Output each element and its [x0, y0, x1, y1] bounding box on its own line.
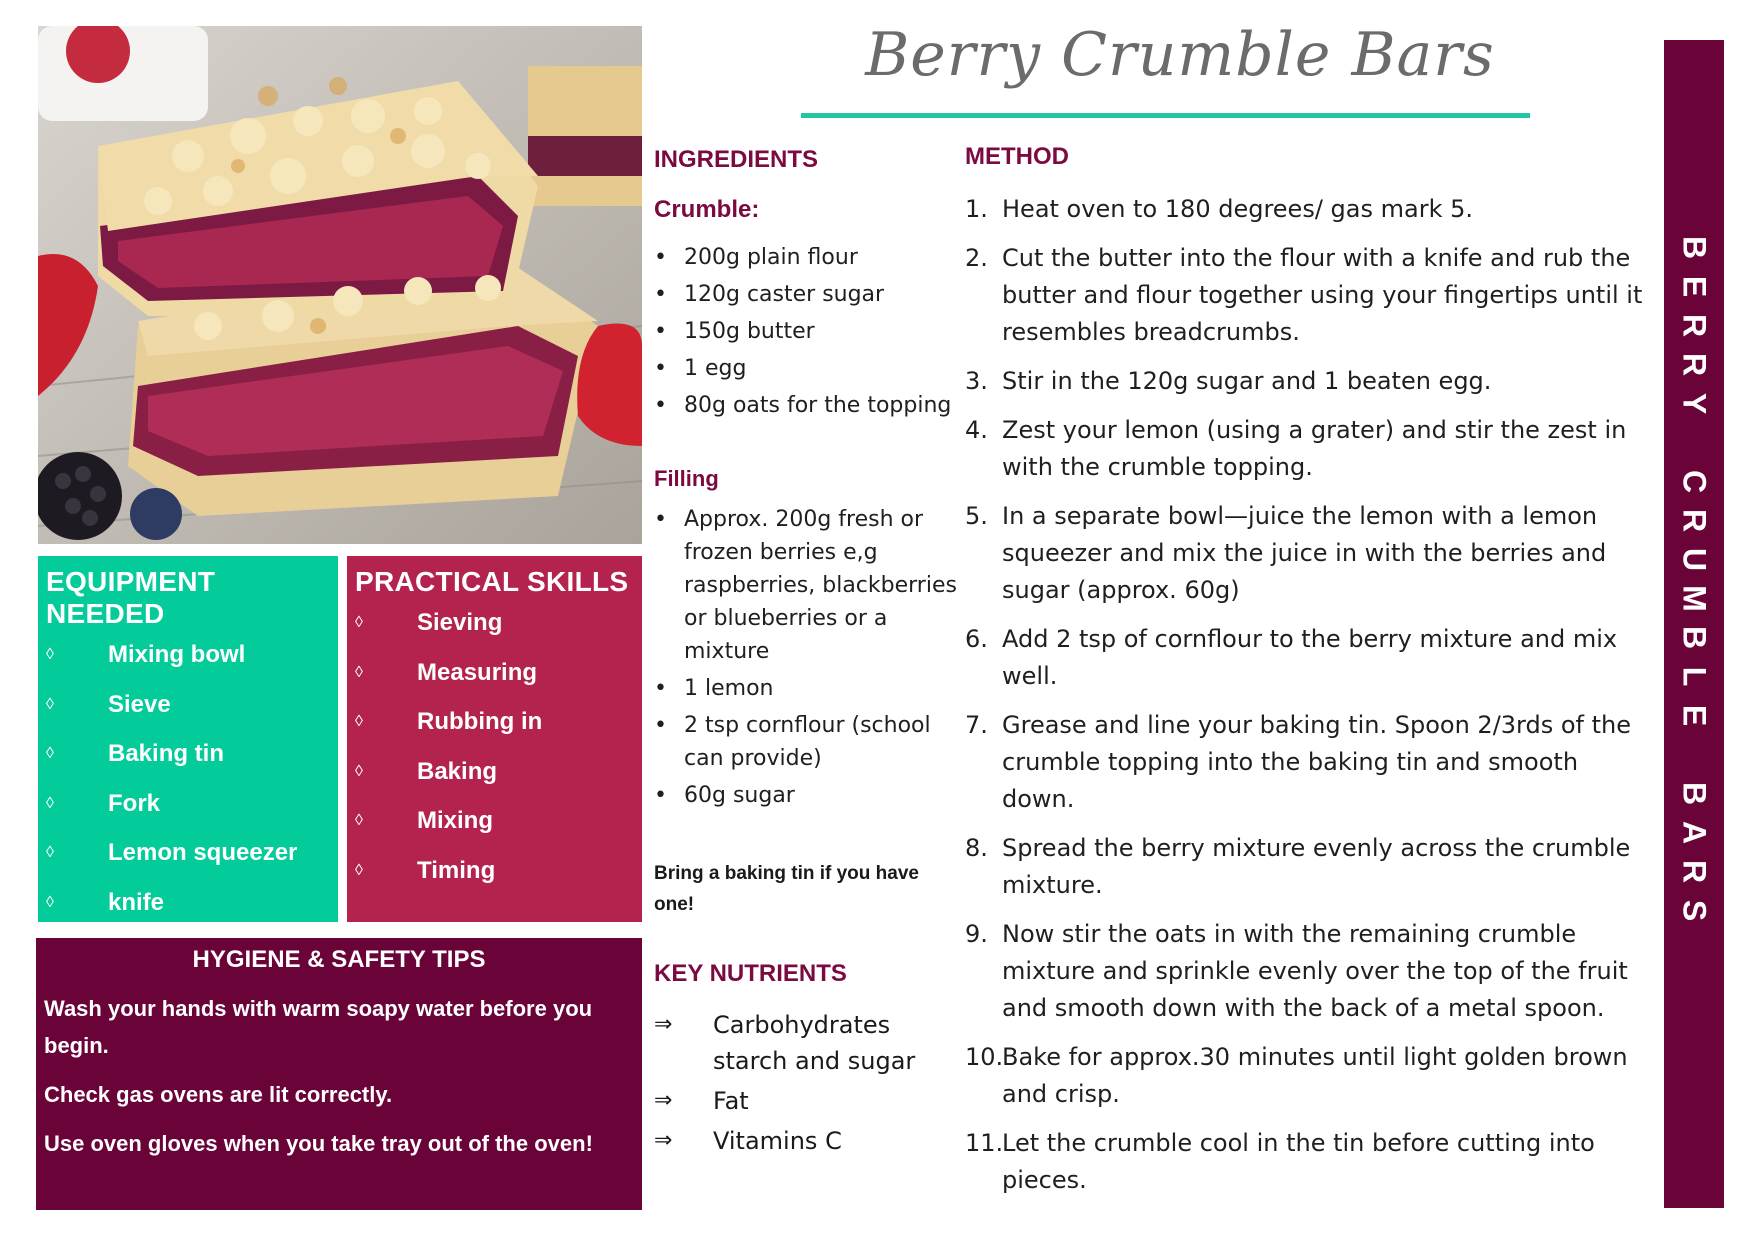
list-item: • 120g caster sugar	[654, 278, 954, 311]
diamond-icon: ◊	[46, 794, 54, 812]
diamond-icon: ◊	[46, 844, 54, 861]
list-item: • 1 egg	[654, 352, 954, 385]
hygiene-tip: Wash your hands with warm soapy water before you begin.	[44, 996, 593, 1058]
arrow-icon: ⇒	[654, 1128, 673, 1153]
list-item: ◊ Sieving	[355, 609, 503, 636]
list-item: ◊ Rubbing in	[355, 708, 543, 735]
diamond-icon: ◊	[355, 614, 363, 631]
method-heading: METHOD	[965, 143, 1069, 170]
banner-letter: R	[1676, 508, 1713, 533]
hygiene-tip: Use oven gloves when you take tray out of the oven!	[44, 1131, 593, 1156]
list-item: ◊ Mixing	[355, 807, 493, 834]
diamond-icon: ◊	[46, 646, 54, 663]
list-item: ⇒ Carbohydrates starch and sugar	[654, 1007, 954, 1079]
method-step: 9. Now stir the oats in with the remaining crumble mixture and sprinkle evenly over the top of the fruit and smooth down with the back of a metal spoon.	[965, 920, 1628, 1022]
diamond-icon: ◊	[355, 812, 363, 829]
method-step: 2. Cut the butter into the flour with a knife and rub the butter and flour together using your fingertips until it resembles breadcrumbs.	[965, 244, 1643, 346]
side-banner	[1664, 40, 1724, 1208]
equipment-list	[46, 640, 338, 937]
nutrients-list	[654, 1007, 954, 1163]
equipment-box	[38, 556, 338, 922]
method-step: 5. In a separate bowl—juice the lemon with a lemon squeezer and mix the juice in with the berries and sugar (approx. 60g)	[965, 502, 1607, 604]
method-step: 3. Stir in the 120g sugar and 1 beaten egg.	[965, 367, 1492, 395]
arrow-icon: ⇒	[654, 1012, 673, 1037]
list-item: • Approx. 200g fresh or frozen berries e,g raspberries, blackberries or blueberries or a mixture	[654, 503, 959, 668]
hygiene-tip: Check gas ovens are lit correctly.	[44, 1082, 393, 1107]
diamond-icon: ◊	[355, 762, 363, 780]
banner-letter: E	[1676, 704, 1713, 727]
method-step: 1. Heat oven to 180 degrees/ gas mark 5.	[965, 195, 1473, 223]
list-item: ◊ Measuring	[355, 658, 538, 686]
list-item: ◊ Fork	[46, 789, 161, 817]
list-item: ◊ Sieve	[46, 690, 171, 718]
skills-title: PRACTICAL SKILLS	[355, 566, 629, 597]
diamond-icon: ◊	[355, 663, 363, 681]
list-item: • 2 tsp cornflour (school can provide)	[654, 709, 959, 775]
banner-letter: C	[1676, 469, 1713, 494]
crumble-heading: Crumble:	[654, 196, 760, 223]
skills-box	[347, 556, 642, 922]
crumble-ingredients	[654, 241, 954, 426]
list-item: • 80g oats for the topping	[654, 389, 954, 422]
list-item: ◊ Timing	[355, 856, 496, 884]
method-step: 6. Add 2 tsp of cornflour to the berry mixture and mix well.	[965, 625, 1618, 690]
list-item: ⇒ Fat	[654, 1083, 954, 1119]
method-step: 10. Bake for approx.30 minutes until light golden brown and crisp.	[965, 1043, 1628, 1108]
banner-letter: U	[1676, 547, 1713, 572]
diamond-icon: ◊	[46, 695, 54, 713]
method-steps	[965, 191, 1645, 1211]
list-item: ◊ Lemon squeezer	[46, 839, 298, 866]
list-item: ◊ Mixing bowl	[46, 641, 246, 668]
list-item: ◊ Baking tin	[46, 740, 225, 767]
banner-letter: B	[1676, 625, 1713, 650]
crumble-bars-photo	[38, 26, 642, 544]
list-item: ◊ Baking	[355, 757, 498, 785]
ingredients-heading: INGREDIENTS	[654, 146, 819, 173]
list-item: ⇒ Vitamins C	[654, 1123, 954, 1159]
method-step: 11. Let the crumble cool in the tin before cutting into pieces.	[965, 1129, 1595, 1194]
filling-ingredients	[654, 503, 959, 816]
skills-list	[355, 608, 642, 905]
method-step: 8. Spread the berry mixture evenly across the crumble mixture.	[965, 834, 1631, 899]
banner-letter: R	[1676, 313, 1713, 338]
diamond-icon: ◊	[355, 713, 363, 730]
banner-letter: L	[1676, 666, 1713, 687]
diamond-icon: ◊	[46, 745, 54, 762]
list-item: • 1 lemon	[654, 672, 959, 705]
equipment-title: EQUIPMENT NEEDED	[46, 566, 216, 629]
banner-letter: E	[1676, 275, 1713, 298]
banner-letter: B	[1676, 781, 1713, 806]
banner-letter: Y	[1676, 392, 1713, 415]
title-underline	[801, 113, 1530, 118]
nutrients-heading: KEY NUTRIENTS	[654, 960, 847, 987]
diamond-icon: ◊	[46, 893, 54, 911]
hygiene-title: HYGIENE & SAFETY TIPS	[192, 946, 486, 973]
method-step: 7. Grease and line your baking tin. Spoon 2/3rds of the crumble topping into the baking tin and smooth down.	[965, 711, 1632, 813]
banner-letter: S	[1676, 899, 1713, 922]
method-step: 4. Zest your lemon (using a grater) and stir the zest in with the crumble topping.	[965, 416, 1627, 481]
banner-letter: R	[1676, 859, 1713, 884]
list-item: ◊ knife	[46, 888, 165, 916]
list-item: • 200g plain flour	[654, 241, 954, 274]
hygiene-box	[36, 938, 642, 1210]
banner-letter: M	[1676, 585, 1713, 612]
banner-text	[1664, 228, 1724, 930]
filling-heading: Filling	[654, 466, 719, 491]
diamond-icon: ◊	[355, 861, 363, 879]
banner-letter: B	[1676, 235, 1713, 260]
bring-tin-note: Bring a baking tin if you have one!	[654, 863, 919, 915]
banner-letter: A	[1676, 820, 1713, 845]
arrow-icon: ⇒	[654, 1088, 673, 1113]
list-item: • 60g sugar	[654, 779, 959, 812]
list-item: • 150g butter	[654, 315, 954, 348]
page-title: Berry Crumble Bars	[865, 20, 1495, 90]
banner-letter: R	[1676, 352, 1713, 377]
